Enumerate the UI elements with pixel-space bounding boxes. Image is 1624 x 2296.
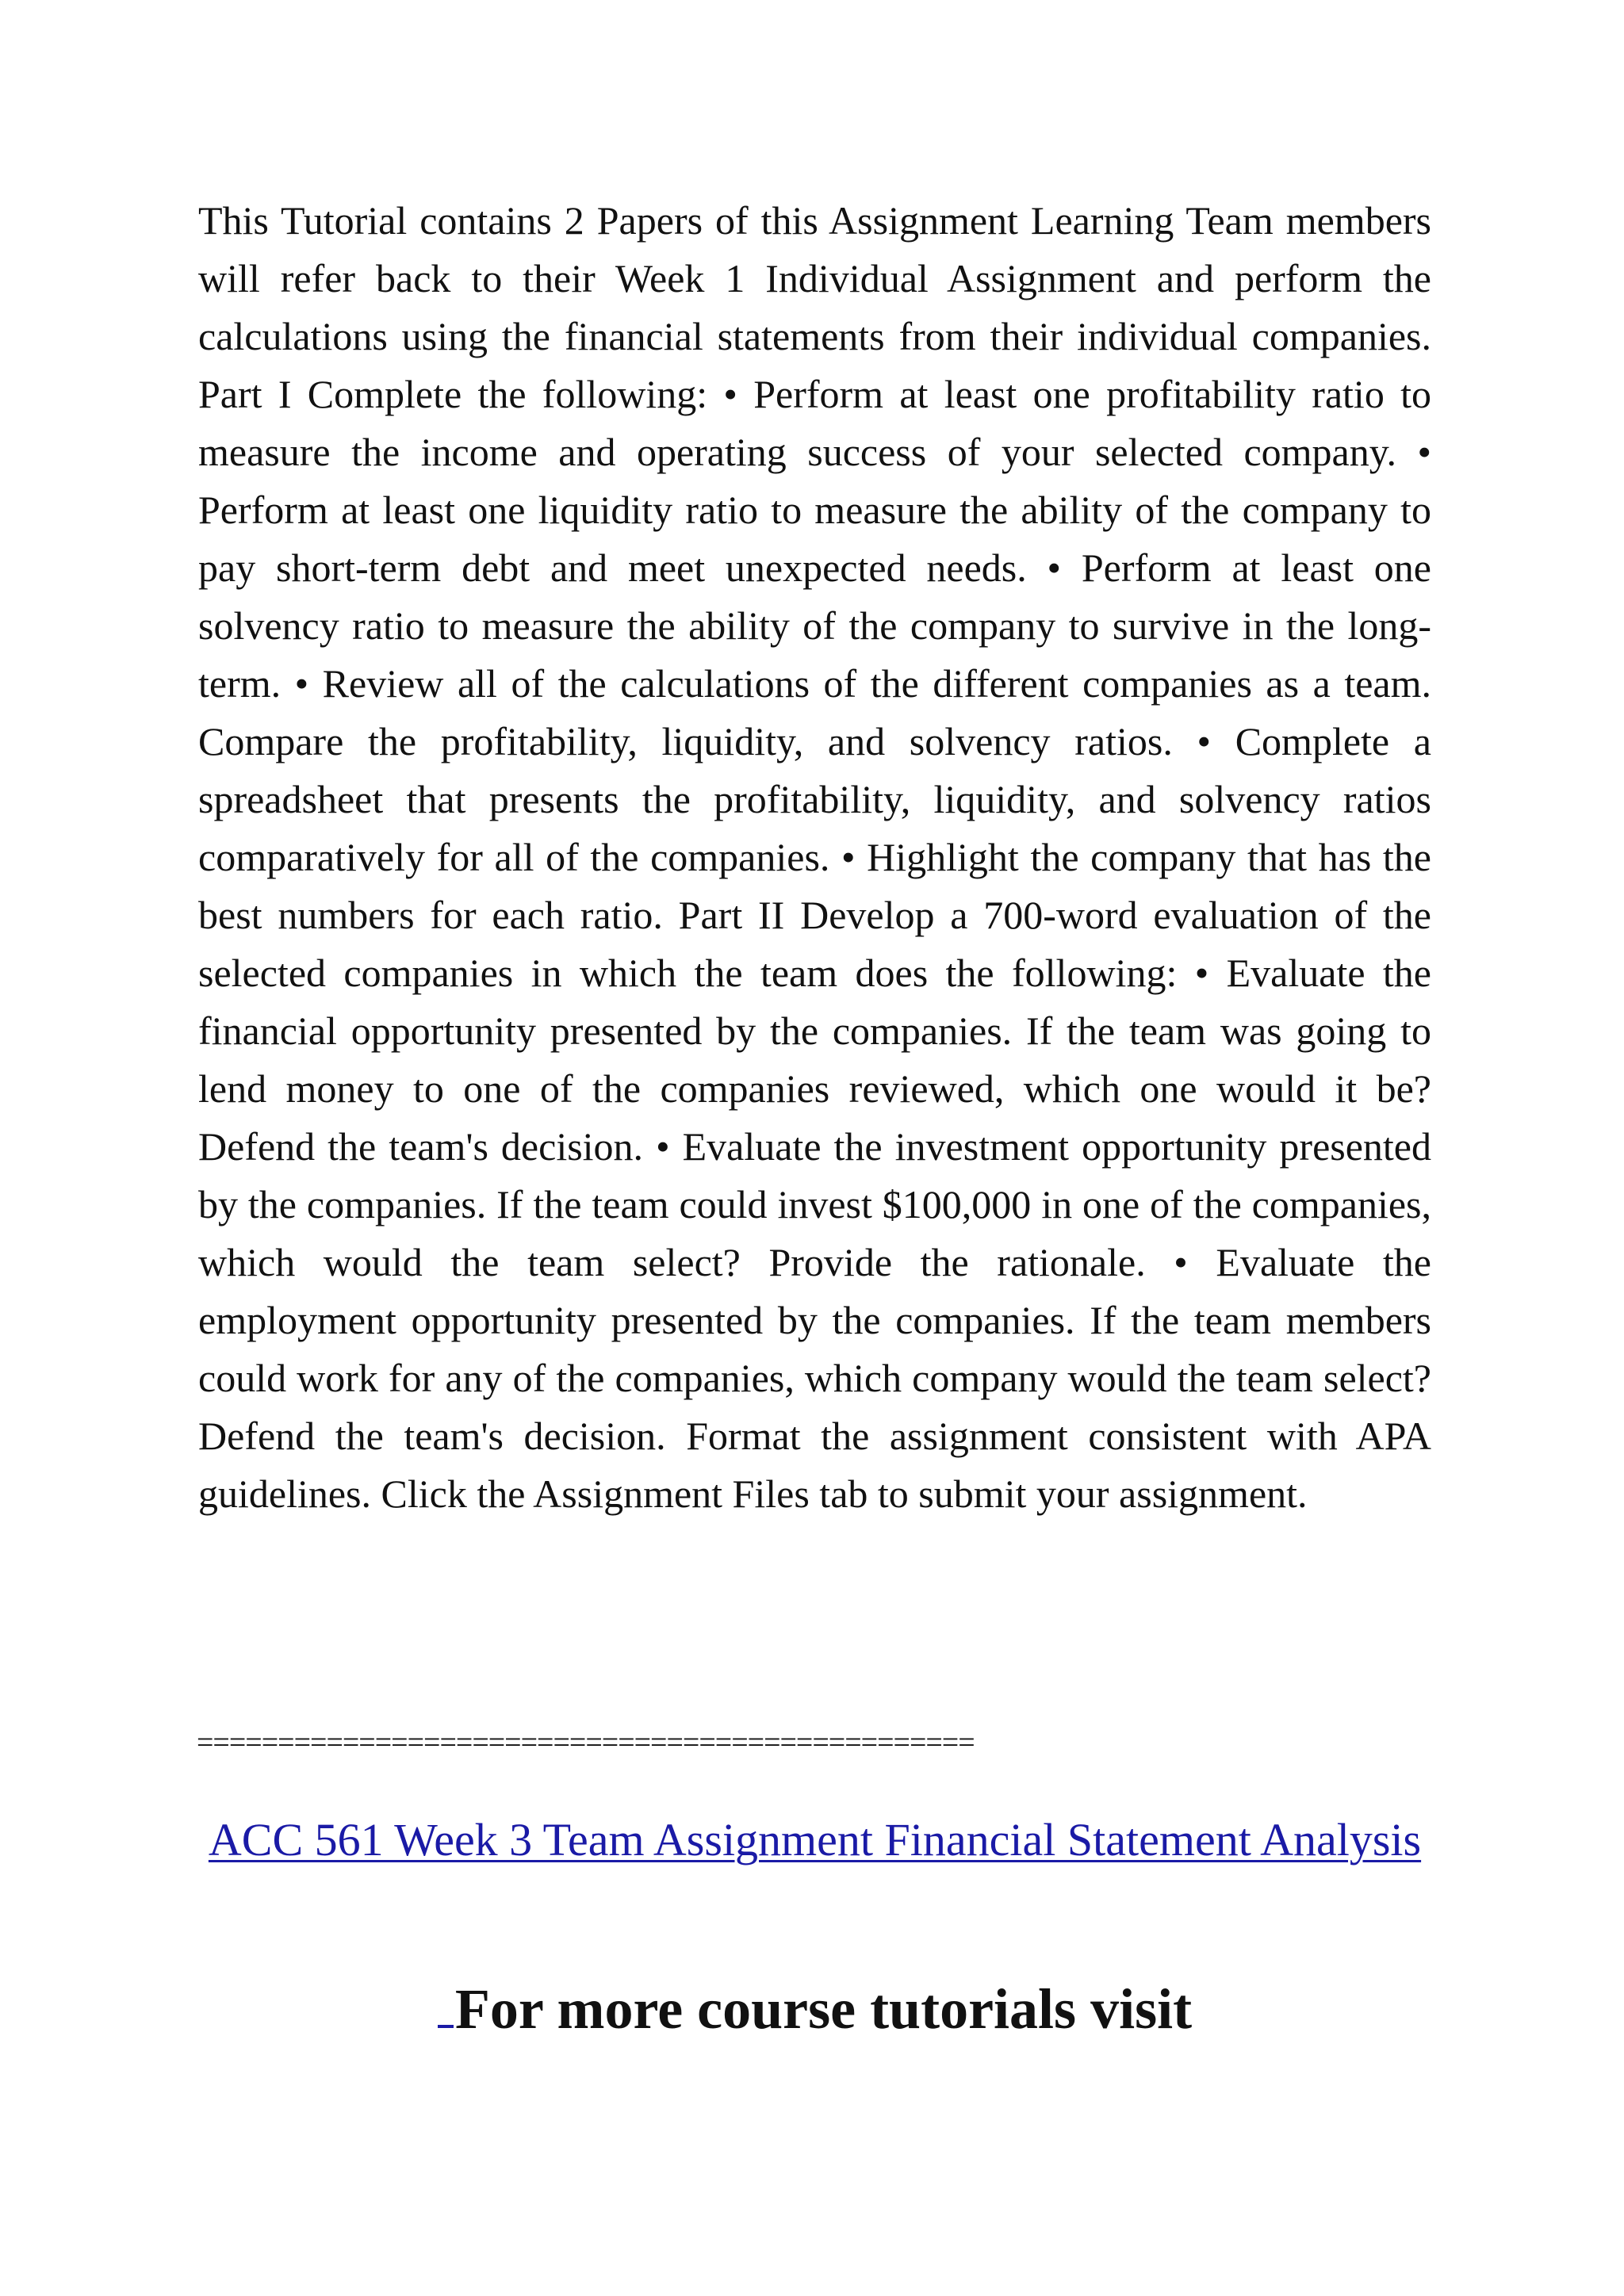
more-tutorials-heading bbox=[198, 1966, 1431, 2049]
assignment-description: This Tutorial contains 2 Papers of this Assignment Learning Team members will refer back to their Week 1 Individual Assignment and perform the calculations using the financial statements from their individual companies. Part I Complete the following: • Perform at least one profitability ratio to measure the income and operating success of your selected company. • Perform at least one liquidity ratio to measure the ability of the company to pay short-term debt and meet unexpected needs. • Perform at least one solvency ratio to measure the ability of the company to survive in the long-term. • Review all of the calculations of the different companies as a team. Compare the profitability, liquidity, and solvency ratios. • Complete a spreadsheet that presents the profitability, liquidity, and solvency ratios comparatively for all of the companies. • Highlight the company that has the best numbers for each ratio. Part II Develop a 700-word evaluation of the selected companies in which the team does the following: • Evaluate the financial opportunity presented by the companies. If the team was going to lend money to one of the companies reviewed, which one would it be? Defend the team's decision. • Evaluate the investment opportunity presented by the companies. If the team could invest $100,000 in one of the companies, which would the team select? Provide the rationale. • Evaluate the employment opportunity presented by the companies. If the team members could work for any of the companies, which company would the team select? Defend the team's decision. Format the assignment consistent with APA guidelines. Click the Assignment Files tab to submit your assignment. bbox=[198, 198, 1431, 1516]
more-tutorials-text: For more course tutorials visit bbox=[454, 1977, 1193, 2041]
underlined-link-stub[interactable] bbox=[438, 1966, 454, 2028]
separator-line: ================================================ bbox=[197, 1727, 975, 1758]
assignment-title-link[interactable]: ACC 561 Week 3 Team Assignment Financial Statement Analysis bbox=[208, 1814, 1422, 1866]
